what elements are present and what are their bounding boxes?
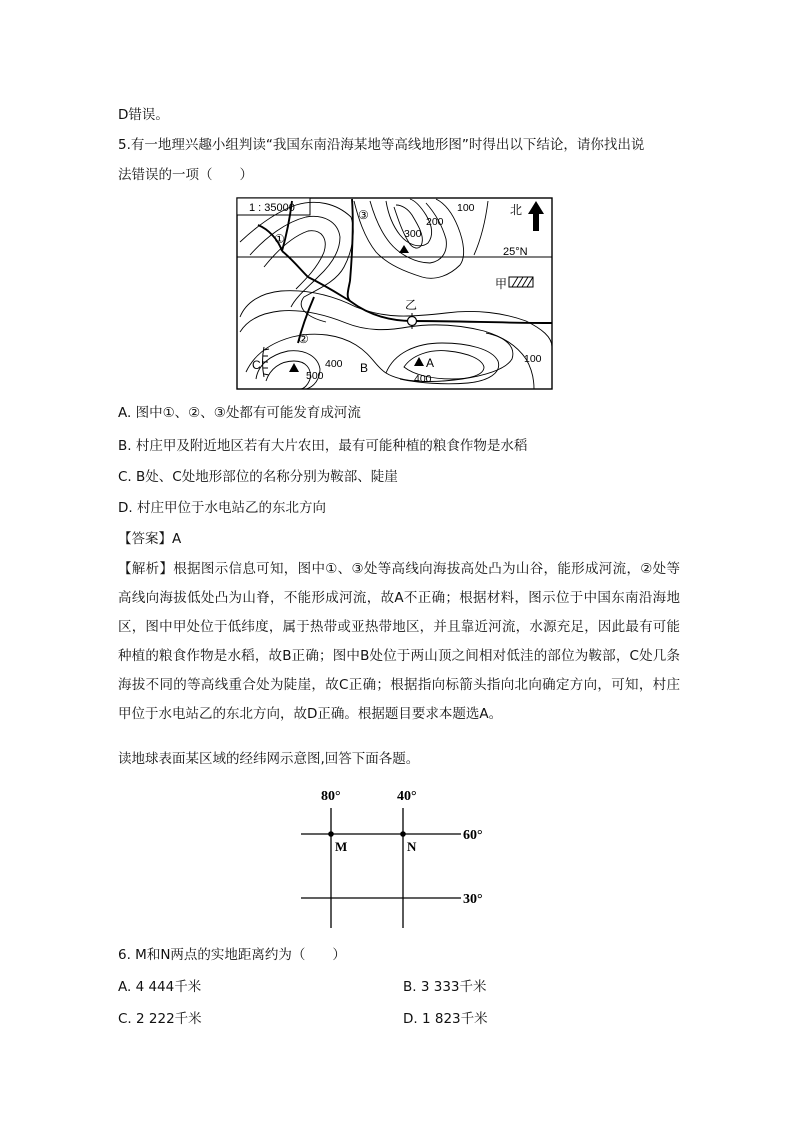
q5-analysis: 【解析】根据图示信息可知，图中①、③处等高线向海拔高处凸为山谷，能形成河流，②处等高线向海拔低处凸为山脊，不能形成河流，故A不正确；根据材料，图示位于中国东南沿海地区，图中甲处位于低纬度，属于热带或亚热带地区，并且靠近河流，水源充足，因此最有可能种植的粮食作物是水稻，故B正确；图中B处位于两山顶之间相对低洼的部位为鞍部，C处几条海拔不同的等高线重合处为陡崖，故C正确；根据指向标箭头指向北向确定方向，可知，村庄甲位于水电站乙的东北方向，故D正确。根据题目要求本题选A。 (118, 561, 680, 722)
q6-option-a: A. 4 444千米 (118, 979, 202, 995)
map-scale: 1 : 35000 (249, 202, 295, 214)
label-c: C (252, 358, 261, 372)
contour-400-left: 400 (325, 358, 343, 370)
grid-intro: 读地球表面某区域的经纬网示意图,回答下面各题。 (118, 751, 420, 767)
label-a: A (426, 356, 435, 370)
contour-300: 300 (404, 228, 422, 240)
point-n-marker (400, 831, 406, 837)
legend-jia: 甲 (495, 277, 508, 291)
label-yi: 乙 (405, 298, 418, 312)
lon-label-80: 80° (321, 789, 341, 804)
point-m-label: M (335, 839, 348, 854)
d-wrong-text: D错误。 (118, 107, 169, 123)
lat-label-30: 30° (463, 892, 483, 907)
lat-label-60: 60° (463, 828, 483, 843)
q5-stem-line1: 5.有一地理兴趣小组判读“我国东南沿海某地等高线地形图”时得出以下结论，请你找出说 (118, 137, 645, 153)
contour-map (236, 197, 554, 392)
q5-answer: 【答案】A (118, 531, 182, 547)
q5-stem-line2: 法错误的一项（ ） (118, 167, 253, 183)
map-north: 北 (510, 203, 523, 217)
contour-100-right: 100 (524, 353, 542, 365)
point-n-label: N (407, 839, 417, 854)
label-circle-2: ② (298, 332, 309, 346)
label-circle-3: ③ (358, 208, 369, 222)
contour-400-bottom: 400 (414, 373, 432, 385)
village-legend-icon (509, 277, 533, 287)
lon-label-40: 40° (397, 789, 417, 804)
q6-option-d: D. 1 823千米 (403, 1011, 488, 1027)
contour-200: 200 (426, 216, 444, 228)
contour-500: 500 (306, 370, 324, 382)
point-m-marker (328, 831, 334, 837)
q5-option-b: B. 村庄甲及附近地区若有大片农田，最有可能种植的粮食作物是水稻 (118, 438, 528, 454)
q5-option-d: D. 村庄甲位于水电站乙的东北方向 (118, 500, 326, 516)
label-circle-1: ① (274, 232, 285, 246)
q6-option-c: C. 2 222千米 (118, 1011, 202, 1027)
contour-100-top: 100 (457, 202, 475, 214)
q5-option-c: C. B处、C处地形部位的名称分别为鞍部、陡崖 (118, 469, 398, 485)
label-b: B (360, 361, 369, 375)
graticule-diagram (295, 784, 495, 934)
q6-stem: 6. M和N两点的实地距离约为（ ） (118, 947, 346, 963)
map-lat-label: 25°N (503, 246, 528, 258)
q5-option-a: A. 图中①、②、③处都有可能发育成河流 (118, 405, 361, 421)
q6-option-b: B. 3 333千米 (403, 979, 487, 995)
